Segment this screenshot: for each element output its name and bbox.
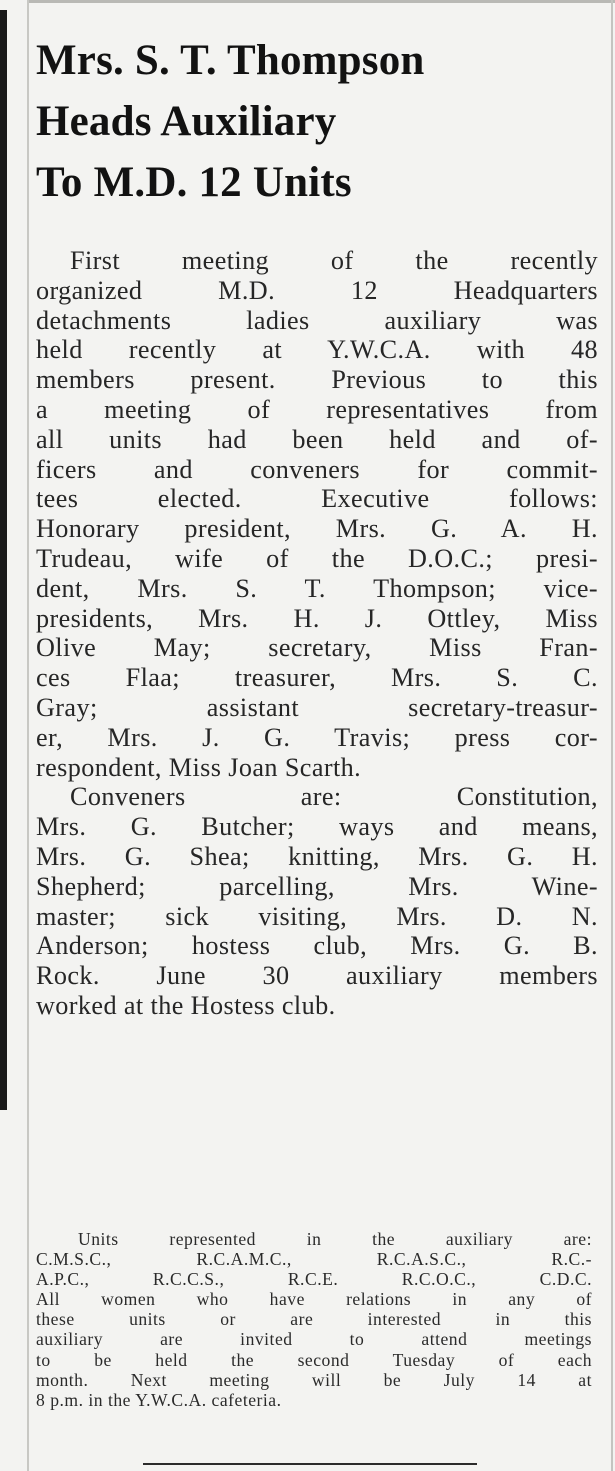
text-line: held recently at Y.W.C.A. with 48 [36,335,598,365]
column-rule-left [0,10,7,1110]
paragraph-first-meeting [36,246,598,782]
column-gutter-line [27,0,29,1471]
text-line: er, Mrs. J. G. Travis; press cor- [36,722,598,752]
text-line: Units represented in the auxiliary are: [78,1229,592,1249]
text-line: Mrs. G. Shea; knitting, Mrs. G. H. [36,841,598,871]
text-line: 8 p.m. in the Y.W.C.A. cafeteria. [36,1389,282,1410]
text-line: detachments ladies auxiliary was [36,305,598,335]
text-line: C.M.S.C., R.C.A.M.C., R.C.A.S.C., R.C.- [36,1249,592,1270]
column-rule-top [27,0,615,3]
text-line: respondent, Miss Joan Scarth. [36,752,362,782]
text-line: dent, Mrs. S. T. Thompson; vice- [36,573,598,603]
text-line: A.P.C., R.C.C.S., R.C.E. R.C.O.C., C.D.C. [36,1269,592,1290]
paragraph-units-represented [36,1229,592,1410]
text-line: presidents, Mrs. H. J. Ottley, Miss [36,603,598,633]
text-line: tees elected. Executive follows: [36,484,598,514]
text-line: First meeting of the recently [70,246,598,275]
text-line: All women who have relations in any of [36,1289,592,1310]
text-line: month. Next meeting will be July 14 at [36,1369,592,1390]
paragraph-conveners [36,782,598,1020]
text-line: ces Flaa; treasurer, Mrs. S. C. [36,663,598,693]
text-line: Honorary president, Mrs. G. A. H. [36,514,598,544]
article-body [36,246,598,1021]
text-line: Olive May; secretary, Miss Fran- [36,633,598,663]
text-line: worked at the Hostess club. [36,990,336,1020]
headline-line: Heads Auxiliary [36,98,337,145]
headline [36,30,604,213]
text-line: Conveners are: Constitution, [70,782,598,812]
text-line: Mrs. G. Butcher; ways and means, [36,812,598,842]
article-end-rule [143,1463,477,1465]
text-line: these units or are interested in this [36,1309,592,1330]
text-line: all units had been held and of- [36,424,598,454]
headline-line: To M.D. 12 Units [36,159,352,206]
text-line: organized M.D. 12 Headquarters [36,275,598,305]
text-line: auxiliary are invited to attend meetings [36,1329,592,1350]
text-line: members present. Previous to this [36,365,598,395]
text-line: ficers and conveners for commit- [36,454,598,484]
text-line: a meeting of representatives from [36,394,598,424]
column-rule-right [611,0,613,1471]
headline-line: Mrs. S. T. Thompson [36,37,425,84]
text-line: Shepherd; parcelling, Mrs. Wine- [36,871,598,901]
text-line: Rock. June 30 auxiliary members [36,961,598,991]
text-line: to be held the second Tuesday of each [36,1349,592,1370]
text-line: master; sick visiting, Mrs. D. N. [36,901,598,931]
text-line: Anderson; hostess club, Mrs. G. B. [36,931,598,961]
text-line: Trudeau, wife of the D.O.C.; presi- [36,543,598,573]
text-line: Gray; assistant secretary-treasur- [36,692,598,722]
